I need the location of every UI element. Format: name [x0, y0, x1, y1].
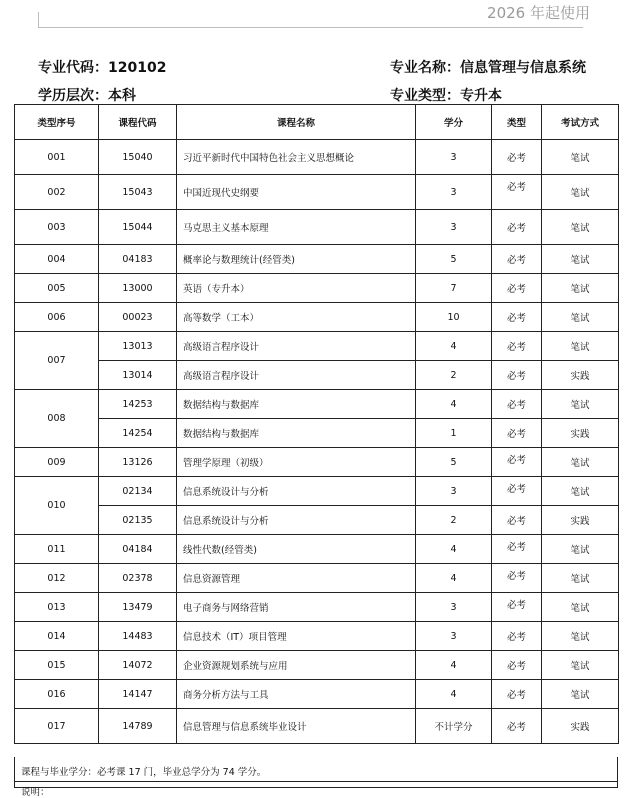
seq-cell: 015: [15, 651, 99, 680]
seq-cell: 004: [15, 245, 99, 274]
table-row: [15, 390, 619, 419]
type-cell: 必考: [492, 419, 542, 448]
credit-summary: 课程与毕业学分：必考课 17 门，毕业总学分为 74 学分。: [21, 767, 267, 778]
table-row: [15, 593, 619, 622]
credit-cell: 3: [416, 593, 492, 622]
name-cell: 高等数学（工本）: [177, 303, 416, 332]
table-row: [15, 535, 619, 564]
exam-cell: 实践: [542, 419, 619, 448]
type-cell: 必考: [492, 651, 542, 680]
col-header-seq: 类型序号: [15, 105, 99, 140]
name-cell: 信息系统设计与分析: [177, 506, 416, 535]
credit-cell: 3: [416, 210, 492, 245]
exam-cell: 笔试: [542, 245, 619, 274]
seq-cell: 003: [15, 210, 99, 245]
code-cell: 02134: [99, 477, 177, 506]
code-cell: 00023: [99, 303, 177, 332]
major-name: 专业名称：信息管理与信息系统: [390, 60, 586, 76]
code-cell: 14483: [99, 622, 177, 651]
name-cell: 习近平新时代中国特色社会主义思想概论: [177, 140, 416, 175]
type-cell: 必考: [492, 448, 542, 477]
table-row: [15, 210, 619, 245]
credit-cell: 5: [416, 245, 492, 274]
table-row: [15, 303, 619, 332]
type-cell: 必考: [492, 361, 542, 390]
exam-cell: 笔试: [542, 303, 619, 332]
type-cell: 必考: [492, 709, 542, 744]
seq-cell: 010: [15, 477, 99, 535]
name-cell: 信息管理与信息系统毕业设计: [177, 709, 416, 744]
code-cell: 04183: [99, 245, 177, 274]
education-level: 学历层次：本科: [38, 88, 136, 104]
table-row: [15, 651, 619, 680]
table-row: [15, 622, 619, 651]
exam-cell: 笔试: [542, 593, 619, 622]
table-row: [15, 245, 619, 274]
header-rule: [38, 27, 583, 28]
seq-cell: 014: [15, 622, 99, 651]
exam-cell: 笔试: [542, 448, 619, 477]
exam-cell: 笔试: [542, 651, 619, 680]
table-row: [15, 506, 619, 535]
table-footer: [14, 757, 618, 798]
seq-cell: 001: [15, 140, 99, 175]
name-cell: 高级语言程序设计: [177, 361, 416, 390]
col-header-credit: 学分: [416, 105, 492, 140]
seq-cell: 011: [15, 535, 99, 564]
exam-cell: 笔试: [542, 390, 619, 419]
exam-cell: 笔试: [542, 680, 619, 709]
name-cell: 信息系统设计与分析: [177, 477, 416, 506]
exam-cell: 实践: [542, 361, 619, 390]
code-cell: 02378: [99, 564, 177, 593]
name-cell: 信息技术（IT）项目管理: [177, 622, 416, 651]
name-cell: 电子商务与网络营销: [177, 593, 416, 622]
col-header-type: 类型: [492, 105, 542, 140]
code-cell: 13000: [99, 274, 177, 303]
credit-cell: 不计学分: [416, 709, 492, 744]
credit-cell: 2: [416, 506, 492, 535]
exam-cell: 笔试: [542, 140, 619, 175]
seq-cell: 006: [15, 303, 99, 332]
type-cell: 必考: [492, 564, 542, 593]
type-cell: 必考: [492, 477, 542, 506]
type-cell: 必考: [492, 593, 542, 622]
code-cell: 13126: [99, 448, 177, 477]
credit-cell: 4: [416, 564, 492, 593]
major-code: 专业代码：120102: [38, 60, 167, 76]
exam-cell: 笔试: [542, 175, 619, 210]
seq-cell: 002: [15, 175, 99, 210]
col-header-name: 课程名称: [177, 105, 416, 140]
exam-cell: 实践: [542, 506, 619, 535]
type-cell: 必考: [492, 210, 542, 245]
type-cell: 必考: [492, 175, 542, 210]
code-cell: 13479: [99, 593, 177, 622]
exam-cell: 实践: [542, 709, 619, 744]
course-table: [14, 104, 619, 744]
exam-cell: 笔试: [542, 332, 619, 361]
table-row: [15, 680, 619, 709]
table-row: [15, 709, 619, 744]
credit-cell: 5: [416, 448, 492, 477]
type-cell: 必考: [492, 332, 542, 361]
credit-cell: 2: [416, 361, 492, 390]
seq-cell: 012: [15, 564, 99, 593]
credit-cell: 4: [416, 390, 492, 419]
table-row: [15, 448, 619, 477]
seq-cell: 017: [15, 709, 99, 744]
code-cell: 15044: [99, 210, 177, 245]
credit-cell: 3: [416, 622, 492, 651]
footer-note: 说明：: [21, 787, 50, 798]
code-cell: 13013: [99, 332, 177, 361]
credit-cell: 3: [416, 477, 492, 506]
name-cell: 管理学原理（初级）: [177, 448, 416, 477]
table-row: [15, 140, 619, 175]
type-cell: 必考: [492, 140, 542, 175]
table-header-row: [15, 105, 619, 140]
name-cell: 信息资源管理: [177, 564, 416, 593]
name-cell: 英语（专升本）: [177, 274, 416, 303]
type-cell: 必考: [492, 303, 542, 332]
name-cell: 概率论与数理统计(经管类): [177, 245, 416, 274]
table-row: [15, 361, 619, 390]
name-cell: 线性代数(经管类): [177, 535, 416, 564]
type-cell: 必考: [492, 274, 542, 303]
name-cell: 数据结构与数据库: [177, 390, 416, 419]
name-cell: 数据结构与数据库: [177, 419, 416, 448]
table-row: [15, 274, 619, 303]
credit-cell: 4: [416, 535, 492, 564]
seq-cell: 008: [15, 390, 99, 448]
credit-cell: 7: [416, 274, 492, 303]
name-cell: 中国近现代史纲要: [177, 175, 416, 210]
code-cell: 14254: [99, 419, 177, 448]
seq-cell: 005: [15, 274, 99, 303]
code-cell: 15040: [99, 140, 177, 175]
seq-cell: 009: [15, 448, 99, 477]
seq-cell: 016: [15, 680, 99, 709]
table-row: [15, 175, 619, 210]
table-row: [15, 564, 619, 593]
name-cell: 马克思主义基本原理: [177, 210, 416, 245]
credit-cell: 4: [416, 680, 492, 709]
table-row: [15, 332, 619, 361]
seq-cell: 007: [15, 332, 99, 390]
code-cell: 14147: [99, 680, 177, 709]
exam-cell: 笔试: [542, 210, 619, 245]
type-cell: 必考: [492, 680, 542, 709]
exam-cell: 笔试: [542, 564, 619, 593]
seq-cell: 013: [15, 593, 99, 622]
major-type: 专业类型：专升本: [390, 88, 502, 104]
type-cell: 必考: [492, 506, 542, 535]
code-cell: 14789: [99, 709, 177, 744]
exam-cell: 笔试: [542, 477, 619, 506]
effective-year-note: 2026 年起使用: [487, 4, 590, 22]
exam-cell: 笔试: [542, 535, 619, 564]
credit-cell: 10: [416, 303, 492, 332]
credit-cell: 4: [416, 651, 492, 680]
credit-cell: 4: [416, 332, 492, 361]
col-header-exam: 考试方式: [542, 105, 619, 140]
type-cell: 必考: [492, 535, 542, 564]
exam-cell: 笔试: [542, 274, 619, 303]
table-row: [15, 477, 619, 506]
credit-cell: 3: [416, 140, 492, 175]
type-cell: 必考: [492, 390, 542, 419]
table-row: [15, 419, 619, 448]
name-cell: 商务分析方法与工具: [177, 680, 416, 709]
credit-cell: 3: [416, 175, 492, 210]
name-cell: 企业资源规划系统与应用: [177, 651, 416, 680]
type-cell: 必考: [492, 622, 542, 651]
col-header-code: 课程代码: [99, 105, 177, 140]
credit-cell: 1: [416, 419, 492, 448]
code-cell: 15043: [99, 175, 177, 210]
footer-divider: [15, 781, 617, 782]
code-cell: 02135: [99, 506, 177, 535]
exam-cell: 笔试: [542, 622, 619, 651]
type-cell: 必考: [492, 245, 542, 274]
code-cell: 14072: [99, 651, 177, 680]
code-cell: 04184: [99, 535, 177, 564]
name-cell: 高级语言程序设计: [177, 332, 416, 361]
code-cell: 14253: [99, 390, 177, 419]
corner-mark: [38, 12, 39, 27]
code-cell: 13014: [99, 361, 177, 390]
